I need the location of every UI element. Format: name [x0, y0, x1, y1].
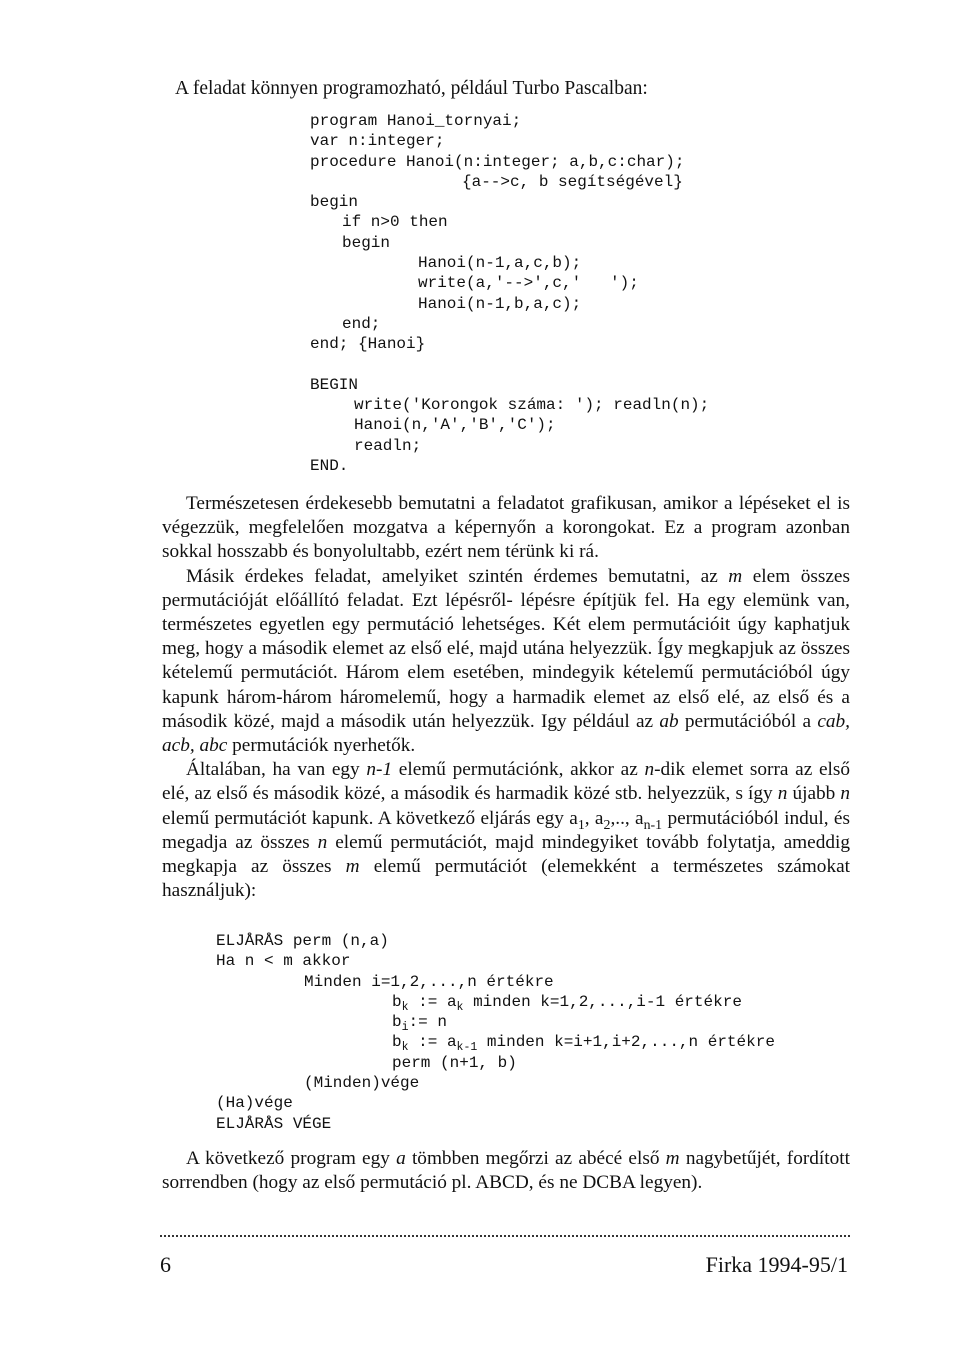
code-line: write('Korongok száma: '); readln(n);: [354, 396, 710, 415]
code-line: var n:integer;: [310, 132, 445, 151]
code-line: procedure Hanoi(n:integer; a,b,c:char);: [310, 152, 685, 171]
pseudocode-line: $b_i:= n$: [392, 1013, 447, 1035]
code-line: begin: [342, 233, 391, 252]
footer-divider: [160, 1235, 850, 1237]
code-line: Hanoi(n-1,b,a,c);: [418, 294, 582, 313]
publication-name: Firka 1994-95/1: [705, 1252, 848, 1277]
pseudocode-line: ELJÅRÅS perm (n,a): [216, 932, 389, 950]
code-line: {a-->c, b segítségével}: [462, 172, 683, 191]
code-line: Hanoi(n-1,a,c,b);: [418, 254, 582, 273]
pseudocode-line: Ha n < m akkor: [216, 952, 351, 971]
page-number: 6: [160, 1252, 171, 1277]
pseudocode-line: perm (n+1, b): [392, 1053, 517, 1072]
paragraph-permutations: Másik érdekes feladat, amelyiket szintén érdemes bemutatni, az m elem összes permutációját előállító feladat. Ezt lépésről- lépésre építjük fel. Ha egy elemünk van, természetes egyetlen egy permutáció lehetséges. Két elem permutációit úgy kaphatjuk meg, hogy a második elemet az első elé, majd utána helyezzük. Így megkapjuk az összes kételemű permutációt. Három elem esetében, mindegyik kételemű permutációból úgy kapunk három-három háromelemű, hogy a harmadik elemet az első elé, az első és a második közé, majd a második után helyezzük. Igy például az ab permutációból a cab, acb, abc permutációk nyerhetők.: [162, 565, 850, 757]
pseudocode-line: (Ha)vége: [216, 1094, 293, 1113]
code-line: END.: [310, 457, 349, 476]
pseudocode-line: (Minden)vége: [304, 1074, 420, 1093]
code-line: Hanoi(n,'A','B','C');: [354, 416, 556, 435]
code-line: readln;: [354, 436, 422, 455]
code-line: if n>0 then: [342, 213, 448, 232]
paragraph-general-case: Általában, ha van egy n-1 elemű permutációnk, akkor az n-dik elemet sorra az első elé, az első és második közé, a második és harmadik közé stb. helyezzük, s így n újabb n elemű permutációt kapunk. A következő eljárás egy $a_1$, $a_2$,.., $a_{n-1}$ permutációból indul, és megadja az összes n elemű permutációt, majd mindegyiket tovább folytatja, ameddig megkapja az összes m elemű permutációt (elemekként a természetes számokat használjuk):: [162, 759, 851, 902]
code-line: end; {Hanoi}: [310, 335, 426, 354]
paragraph-graphics: Természetesen érdekesebb bemutatni a feladatot grafikusan, amikor a lépéseket el is végezzük, megfelelően mozgatva a képernyőn a korongokat. Ez a program azonban sokkal hosszabb és bonyolultabb, ezért nem térünk ki rá.: [162, 493, 850, 563]
code-line: begin: [310, 193, 359, 212]
pseudocode-line: Minden i=1,2,...,n értékre: [304, 972, 554, 991]
code-line: BEGIN: [310, 375, 359, 394]
code-line: program Hanoi_tornyai;: [310, 112, 522, 130]
pseudocode-line: $b_k$ := $a_{k-1}$ minden k=i+1,i+2,...,n értékre: [392, 1033, 775, 1055]
paragraph-next-program: A következő program egy a tömbben megőrzi az abécé első m nagybetűjét, fordított sorrendben (hogy az első permutáció pl. ABCD, és ne DCBA legyen).: [162, 1148, 850, 1194]
code-line: [0, 355, 709, 375]
pseudocode-listing: [0, 931, 775, 1134]
intro-line: A feladat könnyen programozható, például Turbo Pascalban:: [175, 78, 648, 99]
pseudocode-line: ELJÅRÅS VÉGE: [216, 1114, 332, 1133]
code-line: write(a,'-->',c,' ');: [418, 274, 639, 293]
closing-text: [162, 1147, 850, 1195]
pascal-code-listing: [0, 111, 709, 476]
body-text: [162, 492, 850, 903]
code-line: end;: [342, 314, 381, 333]
pseudocode-line: $b_k$ := $a_k$ minden k=1,2,...,i-1 értékre: [392, 992, 742, 1015]
